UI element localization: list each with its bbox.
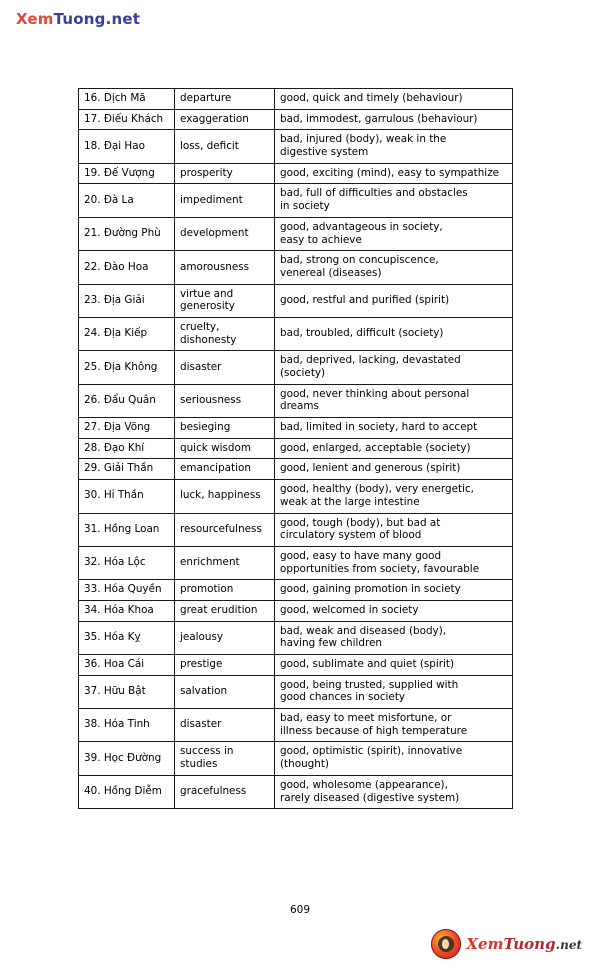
logo-net: net xyxy=(560,937,582,952)
description-line: good, healthy (body), very energetic, xyxy=(280,483,474,496)
cell-star-name: 34. Hóa Khoa xyxy=(79,600,175,621)
cell-description xyxy=(275,513,513,546)
cell-meaning: gracefulness xyxy=(175,775,275,808)
cell-meaning: emancipation xyxy=(175,459,275,480)
cell-meaning: enrichment xyxy=(175,546,275,579)
table-row xyxy=(79,130,513,163)
cell-meaning: virtue and generosity xyxy=(175,284,275,317)
cell-star-name: 27. Địa Võng xyxy=(79,418,175,439)
cell-meaning: quick wisdom xyxy=(175,438,275,459)
table-row xyxy=(79,217,513,250)
cell-meaning: success in studies xyxy=(175,742,275,775)
table-row xyxy=(79,621,513,654)
cell-description xyxy=(275,130,513,163)
cell-meaning: seriousness xyxy=(175,384,275,417)
table-row xyxy=(79,675,513,708)
description-line: good, wholesome (appearance), xyxy=(280,778,448,791)
description-line: good, lenient and generous (spirit) xyxy=(280,462,461,475)
description-line: good, tough (body), but bad at xyxy=(280,516,441,529)
cell-description xyxy=(275,742,513,775)
description-line: good, enlarged, acceptable (society) xyxy=(280,441,471,454)
description-line: bad, strong on concupiscence, xyxy=(280,254,439,267)
table-row xyxy=(79,600,513,621)
description-line: bad, limited in society, hard to accept xyxy=(280,421,478,434)
cell-meaning: disaster xyxy=(175,709,275,742)
cell-meaning: exaggeration xyxy=(175,109,275,130)
description-line: opportunities from society, favourable xyxy=(280,562,480,575)
cell-meaning: promotion xyxy=(175,580,275,601)
cell-star-name: 32. Hóa Lộc xyxy=(79,546,175,579)
table-row xyxy=(79,742,513,775)
table-row xyxy=(79,480,513,513)
cell-description xyxy=(275,600,513,621)
description-line: bad, weak and diseased (body), xyxy=(280,624,447,637)
description-line: circulatory system of blood xyxy=(280,529,422,542)
cell-star-name: 21. Đường Phù xyxy=(79,217,175,250)
glossary-table-body xyxy=(79,89,513,809)
description-line: easy to achieve xyxy=(280,233,362,246)
flame-icon xyxy=(431,929,461,959)
cell-description xyxy=(275,384,513,417)
cell-description xyxy=(275,655,513,676)
description-line: rarely diseased (digestive system) xyxy=(280,791,460,804)
table-row xyxy=(79,109,513,130)
table-row xyxy=(79,438,513,459)
table-row xyxy=(79,317,513,350)
description-line: good, restful and purified (spirit) xyxy=(280,293,450,306)
cell-meaning: development xyxy=(175,217,275,250)
cell-meaning: departure xyxy=(175,89,275,110)
table-row xyxy=(79,513,513,546)
description-line: bad, easy to meet misfortune, or xyxy=(280,712,452,725)
cell-meaning: impediment xyxy=(175,184,275,217)
description-line: good, easy to have many good xyxy=(280,549,442,562)
cell-meaning: salvation xyxy=(175,675,275,708)
description-line: bad, immodest, garrulous (behaviour) xyxy=(280,112,478,125)
cell-description xyxy=(275,546,513,579)
cell-star-name: 19. Đế Vượng xyxy=(79,163,175,184)
description-line: good, being trusted, supplied with xyxy=(280,678,459,691)
description-line: having few children xyxy=(280,637,383,650)
cell-meaning: resourcefulness xyxy=(175,513,275,546)
description-line: good, advantageous in society, xyxy=(280,220,443,233)
description-line: good, quick and timely (behaviour) xyxy=(280,92,463,104)
description-line: (thought) xyxy=(280,758,329,771)
glossary-table xyxy=(78,88,513,809)
description-line: venereal (diseases) xyxy=(280,266,382,279)
site-watermark-top xyxy=(16,10,140,28)
description-line: good, never thinking about personal xyxy=(280,387,470,400)
description-line: in society xyxy=(280,200,330,213)
cell-description xyxy=(275,351,513,384)
cell-star-name: 33. Hóa Quyền xyxy=(79,580,175,601)
cell-description xyxy=(275,109,513,130)
cell-meaning: loss, deficit xyxy=(175,130,275,163)
table-row xyxy=(79,89,513,110)
cell-description xyxy=(275,184,513,217)
cell-meaning: prestige xyxy=(175,655,275,676)
description-line: good chances in society xyxy=(280,691,406,704)
table-row xyxy=(79,251,513,284)
cell-meaning: jealousy xyxy=(175,621,275,654)
table-row xyxy=(79,546,513,579)
cell-star-name: 40. Hồng Diễm xyxy=(79,775,175,808)
description-line: bad, injured (body), weak in the xyxy=(280,133,447,146)
cell-meaning: cruelty, dishonesty xyxy=(175,317,275,350)
cell-star-name: 39. Học Đường xyxy=(79,742,175,775)
description-line: weak at the large intestine xyxy=(280,495,420,508)
cell-star-name: 35. Hóa Kỵ xyxy=(79,621,175,654)
logo-tuong: Tuong xyxy=(503,934,556,953)
watermark-xem: Xem xyxy=(16,10,54,28)
table-row xyxy=(79,580,513,601)
logo-dot: . xyxy=(555,937,561,953)
cell-description xyxy=(275,580,513,601)
description-line: good, sublimate and quiet (spirit) xyxy=(280,658,455,670)
cell-description xyxy=(275,709,513,742)
cell-star-name: 23. Địa Giải xyxy=(79,284,175,317)
cell-description xyxy=(275,621,513,654)
description-line: good, gaining promotion in society xyxy=(280,583,461,596)
cell-star-name: 22. Đào Hoa xyxy=(79,251,175,284)
cell-meaning: great erudition xyxy=(175,600,275,621)
watermark-tuong: Tuong xyxy=(53,10,106,28)
cell-star-name: 31. Hồng Loan xyxy=(79,513,175,546)
cell-description xyxy=(275,459,513,480)
cell-description xyxy=(275,438,513,459)
cell-meaning: luck, happiness xyxy=(175,480,275,513)
cell-description xyxy=(275,163,513,184)
cell-star-name: 16. Dịch Mã xyxy=(79,89,175,110)
cell-meaning: amorousness xyxy=(175,251,275,284)
cell-description xyxy=(275,217,513,250)
glossary-table-wrapper xyxy=(78,88,512,809)
logo-xem: Xem xyxy=(466,934,504,953)
table-row xyxy=(79,384,513,417)
cell-meaning: prosperity xyxy=(175,163,275,184)
cell-meaning: disaster xyxy=(175,351,275,384)
cell-star-name: 37. Hữu Bật xyxy=(79,675,175,708)
cell-star-name: 24. Địa Kiếp xyxy=(79,317,175,350)
cell-description xyxy=(275,480,513,513)
table-row xyxy=(79,655,513,676)
table-row xyxy=(79,418,513,439)
cell-description xyxy=(275,89,513,110)
description-line: good, optimistic (spirit), innovative xyxy=(280,745,463,758)
cell-description xyxy=(275,418,513,439)
table-row xyxy=(79,284,513,317)
cell-star-name: 20. Đà La xyxy=(79,184,175,217)
description-line: digestive system xyxy=(280,146,369,159)
description-line: dreams xyxy=(280,400,319,413)
cell-meaning: besieging xyxy=(175,418,275,439)
description-line: (society) xyxy=(280,367,326,379)
description-line: good, exciting (mind), easy to sympathize xyxy=(280,166,500,179)
cell-description xyxy=(275,775,513,808)
table-row xyxy=(79,775,513,808)
table-row xyxy=(79,459,513,480)
cell-star-name: 36. Hoa Cái xyxy=(79,655,175,676)
page-number: 609 xyxy=(289,904,311,916)
cell-star-name: 18. Đại Hao xyxy=(79,130,175,163)
cell-description xyxy=(275,284,513,317)
cell-star-name: 25. Địa Không xyxy=(79,351,175,384)
cell-star-name: 29. Giải Thần xyxy=(79,459,175,480)
description-line: bad, full of difficulties and obstacles xyxy=(280,187,468,200)
description-line: bad, troubled, difficult (society) xyxy=(280,327,444,340)
watermark-net: .net xyxy=(105,10,141,28)
cell-description xyxy=(275,675,513,708)
table-row xyxy=(79,184,513,217)
description-line: illness because of high temperature xyxy=(280,724,468,737)
logo-text xyxy=(466,934,582,953)
cell-star-name: 28. Đạo Khí xyxy=(79,438,175,459)
cell-description xyxy=(275,317,513,350)
description-line: bad, deprived, lacking, devastated xyxy=(280,354,461,367)
site-logo-bottom xyxy=(431,929,582,959)
cell-star-name: 30. Hỉ Thần xyxy=(79,480,175,513)
cell-star-name: 17. Điếu Khách xyxy=(79,109,175,130)
table-row xyxy=(79,163,513,184)
cell-description xyxy=(275,251,513,284)
cell-star-name: 38. Hóa Tinh xyxy=(79,709,175,742)
description-line: good, welcomed in society xyxy=(280,603,419,616)
cell-star-name: 26. Đẩu Quân xyxy=(79,384,175,417)
table-row xyxy=(79,709,513,742)
table-row xyxy=(79,351,513,384)
